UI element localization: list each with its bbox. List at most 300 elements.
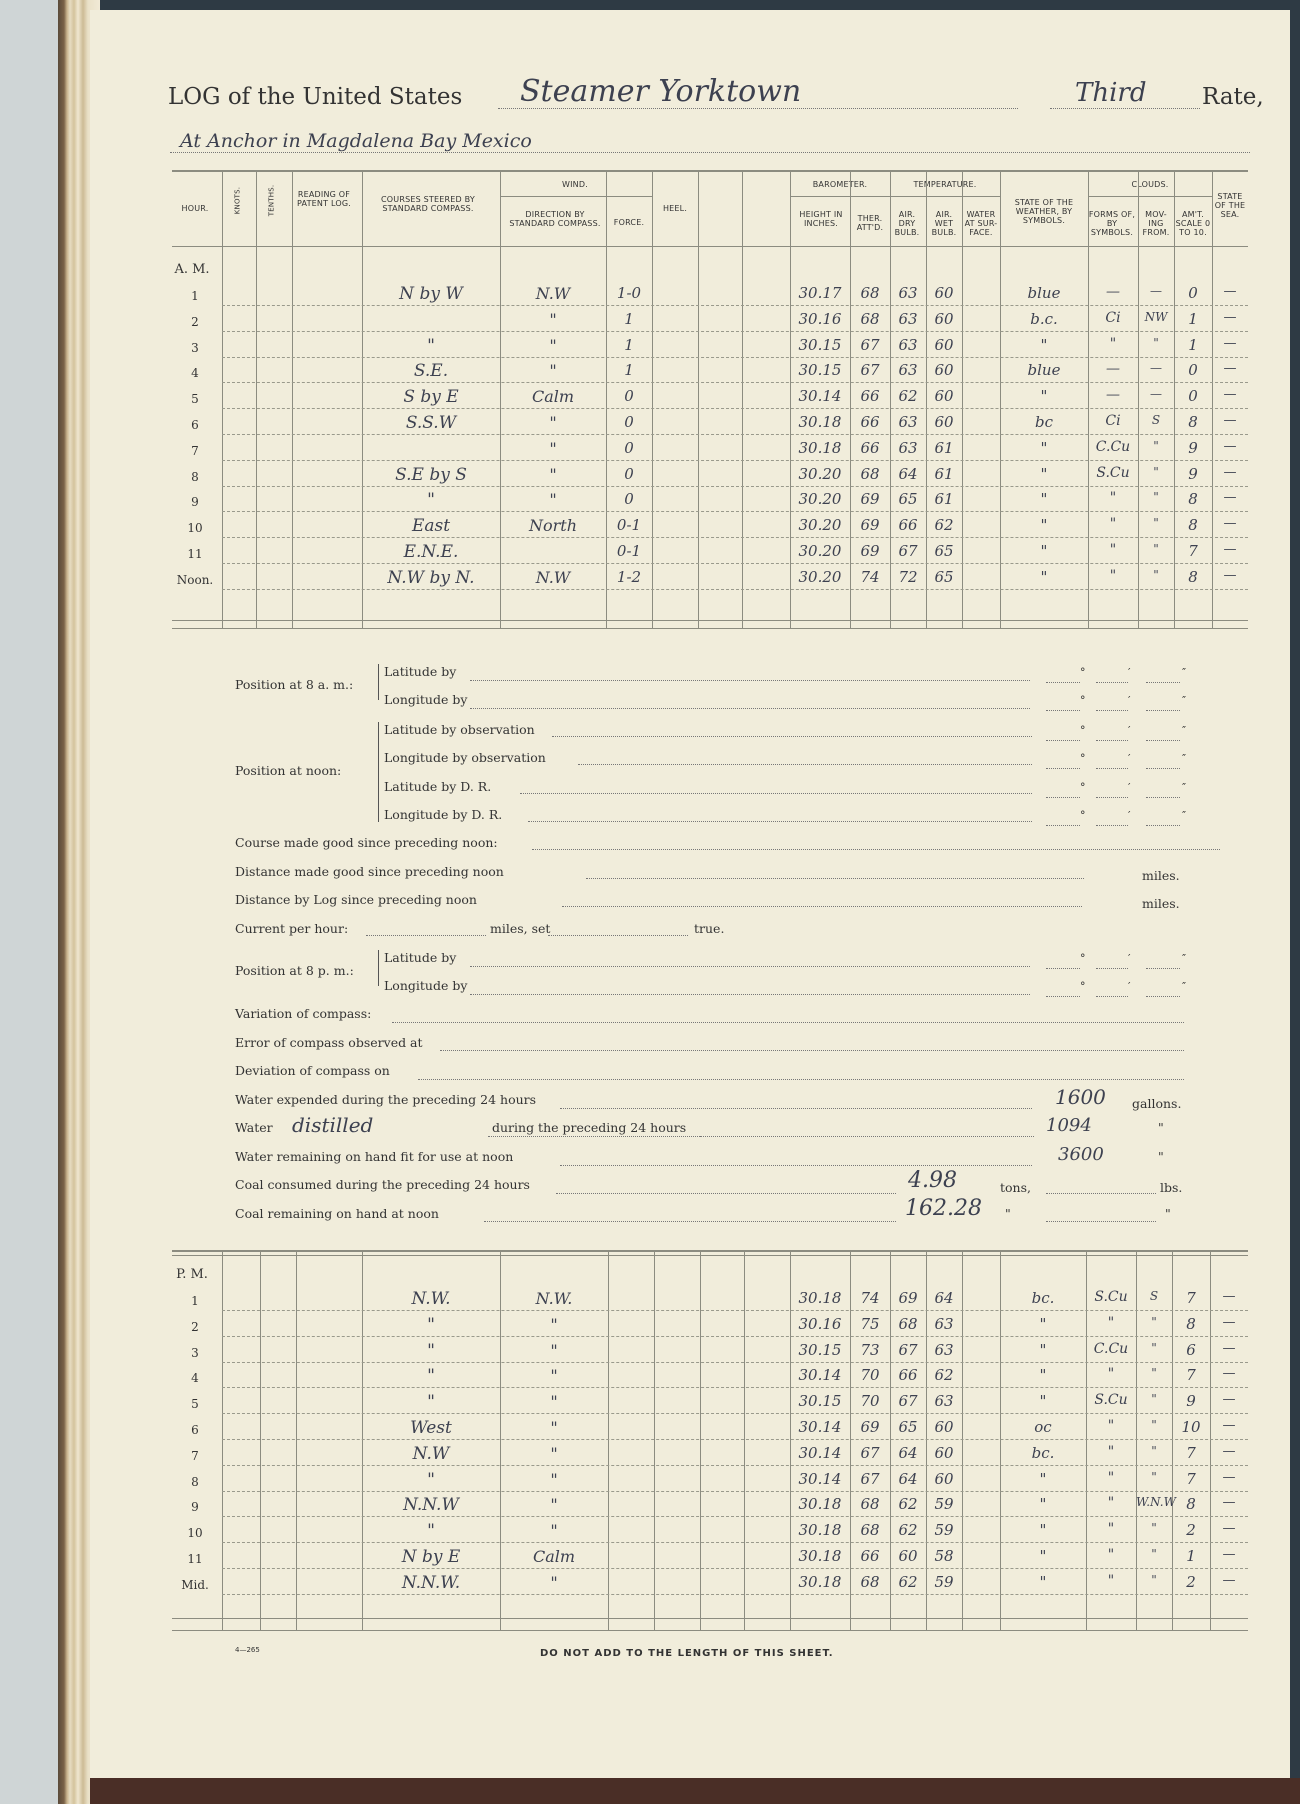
am-sea-10: —	[1223, 542, 1237, 557]
am-weather-2: "	[1040, 335, 1048, 354]
pm-row-line-3	[222, 1387, 1248, 1388]
pos-mark-sec-4: ″	[1182, 781, 1187, 794]
pm-moving-3: "	[1151, 1366, 1157, 1381]
am-forms-2: "	[1109, 335, 1117, 352]
pm-weather-7: "	[1039, 1469, 1047, 1488]
distance-made-label: Distance made good since preceding noon	[235, 864, 504, 879]
pos8am-lat-label: Latitude by	[384, 664, 457, 679]
am-hour-5: 6	[191, 418, 199, 432]
pm-height-0: 30.18	[798, 1289, 842, 1307]
pm-row-line-5	[222, 1439, 1248, 1440]
knots-header: KNOTS.	[233, 186, 242, 215]
am-dry-0: 63	[898, 284, 918, 302]
pm-forms-3: "	[1107, 1366, 1115, 1383]
am-hour-4: 5	[191, 392, 199, 407]
am-hour-8: 9	[191, 495, 199, 510]
pm-dry-7: 64	[898, 1469, 918, 1488]
am-moving-2: "	[1153, 335, 1159, 350]
brace-1	[378, 722, 379, 822]
pm-col-line-1	[260, 1250, 261, 1630]
pos-mark-sec-1: ″	[1182, 694, 1187, 707]
rate-line	[1050, 108, 1200, 109]
fill-line-15	[418, 1079, 1184, 1080]
pm-sea-4: —	[1222, 1392, 1236, 1408]
fill-line-5	[528, 821, 1032, 822]
pm-course-6: N.W	[412, 1443, 450, 1464]
am-moving-8: "	[1153, 490, 1159, 505]
am-moving-0: —	[1150, 284, 1162, 298]
tenths-header: TENTHS.	[267, 184, 276, 217]
location: At Anchor in Magdalena Bay Mexico	[180, 130, 532, 152]
pm-moving-0: S	[1149, 1289, 1159, 1303]
current-label: Current per hour:	[235, 921, 349, 936]
pm-moving-1: "	[1151, 1314, 1157, 1329]
pos8pm-lat-label: Latitude by	[384, 950, 457, 965]
pm-dry-3: 66	[898, 1366, 918, 1385]
am-forms-9: "	[1109, 516, 1117, 533]
coal-remaining-ditto2: "	[1165, 1206, 1171, 1221]
pm-course-11: N.N.W.	[401, 1572, 461, 1593]
pm-wet-0: 64	[934, 1289, 954, 1307]
am-weather-6: "	[1040, 438, 1048, 457]
am-col-line-6	[652, 170, 653, 628]
am-moving-7: "	[1153, 464, 1159, 479]
am-wet-3: 60	[934, 361, 954, 380]
am-amount-3: 0	[1188, 361, 1198, 380]
temp-water-header: WATER AT SUR-FACE.	[964, 210, 998, 237]
pos-seg-c-5	[1146, 825, 1180, 826]
am-forms-1: Ci	[1105, 309, 1121, 326]
temperature-header: TEMPERATURE.	[913, 180, 977, 189]
pm-hour-6: 7	[191, 1448, 199, 1463]
water-remaining-ditto: "	[1158, 1149, 1164, 1164]
pm-height-4: 30.15	[798, 1392, 842, 1411]
pos-seg-a-2	[1046, 740, 1080, 741]
wind-header: WIND.	[562, 180, 588, 189]
pm-moving-6: "	[1151, 1443, 1157, 1458]
pm-amount-9: 2	[1186, 1521, 1196, 1540]
pos-seg-b-6	[1096, 968, 1128, 969]
pm-weather-4: "	[1039, 1392, 1047, 1411]
pm-dir-5: "	[550, 1418, 558, 1437]
pos-seg-b-5	[1096, 825, 1128, 826]
pm-course-10: N by E	[401, 1547, 461, 1567]
fill-line-13	[392, 1022, 1184, 1023]
am-height-11: 30.20	[798, 567, 842, 586]
am-force-5: 0	[624, 413, 634, 431]
pm-forms-4: S.Cu	[1094, 1392, 1128, 1409]
pm-amount-8: 8	[1186, 1495, 1196, 1514]
am-hour-7: 8	[191, 469, 199, 484]
am-course-7: S.E by S	[395, 464, 467, 485]
am-sea-1: —	[1223, 309, 1237, 325]
pm-row-line-10	[222, 1568, 1248, 1569]
pm-ther-7: 67	[860, 1469, 880, 1488]
am-subhead-rule-2	[1088, 196, 1212, 197]
pm-hour-9: 10	[187, 1526, 203, 1541]
pm-dry-1: 68	[898, 1314, 918, 1333]
pm-ther-4: 70	[860, 1392, 880, 1411]
water-expended-value: 1600	[1055, 1085, 1106, 1109]
pm-course-1: "	[427, 1314, 435, 1335]
pm-col-line-5	[608, 1250, 609, 1630]
am-forms-10: "	[1109, 542, 1117, 558]
am-height-1: 30.16	[798, 309, 842, 328]
am-amount-10: 7	[1188, 542, 1198, 560]
pm-sea-8: —	[1222, 1495, 1236, 1511]
brace-2	[378, 950, 379, 986]
am-head-rule	[172, 246, 1248, 247]
fill-line-22	[484, 1221, 896, 1222]
pm-moving-9: "	[1151, 1521, 1157, 1536]
pm-dir-2: "	[550, 1340, 558, 1360]
deviation-label: Deviation of compass on	[235, 1063, 390, 1078]
temp-wet-header: AIR. WET BULB.	[931, 210, 957, 237]
coal-remaining-label: Coal remaining on hand at noon	[235, 1206, 439, 1221]
am-force-10: 0-1	[616, 542, 642, 560]
fill-line-9	[366, 935, 486, 936]
am-ther-6: 66	[860, 438, 880, 457]
pm-course-7: "	[427, 1469, 435, 1490]
am-dir-0: N.W	[535, 284, 571, 303]
am-dry-4: 62	[898, 387, 918, 406]
am-wet-11: 65	[934, 567, 954, 586]
pm-wet-7: 60	[934, 1469, 954, 1488]
barometer-header: BAROMETER.	[812, 180, 868, 189]
am-sea-8: —	[1223, 490, 1237, 506]
am-dir-3: "	[549, 361, 557, 381]
am-forms-0: —	[1106, 284, 1120, 300]
pm-course-3: "	[427, 1366, 435, 1387]
vessel-name: Steamer Yorktown	[520, 74, 802, 109]
pos-mark-sec-7: ″	[1182, 980, 1187, 993]
pm-forms-9: "	[1107, 1521, 1115, 1538]
am-amount-6: 9	[1188, 438, 1198, 457]
pos-mark-deg-1: °	[1080, 694, 1086, 707]
pm-col-line-6	[654, 1250, 655, 1630]
pm-hour-3: 4	[191, 1371, 199, 1386]
pm-amount-2: 6	[1186, 1340, 1196, 1359]
am-dir-1: "	[549, 309, 557, 329]
pm-ther-2: 73	[860, 1340, 880, 1359]
patent-log-header: READING OF PATENT LOG.	[297, 190, 351, 208]
am-course-0: N by W	[399, 284, 463, 304]
pm-amount-5: 10	[1181, 1418, 1201, 1436]
am-force-7: 0	[624, 464, 634, 483]
pm-weather-1: "	[1039, 1314, 1047, 1333]
coal-consumed-tons: tons,	[1000, 1180, 1031, 1195]
clouds-header: CLOUDS.	[1131, 180, 1169, 189]
pm-wet-9: 59	[934, 1521, 954, 1540]
noon-lat-obs-label: Latitude by observation	[384, 722, 535, 737]
am-dir-8: "	[549, 490, 557, 510]
am-row-line-3	[222, 382, 1248, 383]
fill-line-11	[470, 966, 1030, 967]
book-bottom-edge	[90, 1778, 1300, 1804]
pm-weather-8: "	[1039, 1495, 1047, 1514]
am-sea-9: —	[1223, 516, 1237, 532]
background-left	[0, 0, 58, 1804]
am-dry-8: 65	[898, 490, 918, 509]
pos-seg-a-1	[1046, 710, 1080, 711]
pm-moving-7: "	[1151, 1469, 1157, 1484]
pm-course-9: "	[427, 1521, 435, 1542]
am-wet-4: 60	[934, 387, 954, 406]
pm-amount-10: 1	[1186, 1547, 1196, 1565]
fill-line-20	[556, 1193, 896, 1194]
am-row-line-7	[222, 486, 1248, 487]
am-moving-3: —	[1150, 361, 1162, 376]
fill-line-21	[1046, 1193, 1156, 1194]
am-subhead-rule-1	[790, 196, 1000, 197]
fill-line-8	[562, 906, 1082, 907]
am-dir-5: "	[549, 413, 557, 432]
cloud-moving-header: MOV-ING FROM.	[1142, 210, 1170, 237]
pm-row-line-7	[222, 1491, 1248, 1492]
pos-seg-b-3	[1096, 768, 1128, 769]
pm-wet-3: 62	[934, 1366, 954, 1385]
am-ther-7: 68	[860, 464, 880, 483]
pm-course-0: N.W.	[411, 1289, 451, 1309]
pm-col-line-8	[744, 1250, 745, 1630]
pm-weather-11: "	[1039, 1572, 1047, 1591]
am-amount-11: 8	[1188, 567, 1198, 586]
am-course-8: "	[427, 490, 435, 511]
am-row-line-4	[222, 408, 1248, 409]
pos-seg-c-6	[1146, 968, 1180, 969]
pm-dir-7: "	[550, 1469, 558, 1489]
pm-row-line-4	[222, 1413, 1248, 1414]
pm-row-line-6	[222, 1465, 1248, 1466]
am-force-3: 1	[624, 361, 634, 380]
fill-line-12	[470, 994, 1030, 995]
pm-hour-0: 1	[191, 1294, 199, 1308]
pm-moving-2: "	[1151, 1340, 1157, 1355]
am-force-11: 1-2	[616, 567, 642, 586]
pm-hour-4: 5	[191, 1397, 199, 1412]
pm-height-10: 30.18	[798, 1547, 842, 1565]
am-amount-0: 0	[1188, 284, 1198, 302]
pm-ther-9: 68	[860, 1521, 880, 1540]
am-ther-9: 69	[860, 516, 880, 535]
am-ther-11: 74	[860, 567, 880, 586]
pos-seg-a-3	[1046, 768, 1080, 769]
am-ther-2: 67	[860, 335, 880, 354]
am-wet-0: 60	[934, 284, 954, 302]
pm-dir-1: "	[550, 1314, 558, 1334]
am-dry-3: 63	[898, 361, 918, 380]
pm-course-8: N.N.W	[403, 1495, 459, 1516]
pos-seg-b-2	[1096, 740, 1128, 741]
am-moving-10: "	[1153, 542, 1159, 556]
pm-label: P. M.	[176, 1267, 208, 1282]
pm-hour-10: 11	[187, 1552, 203, 1566]
position-noon-label: Position at noon:	[235, 763, 342, 778]
pm-amount-3: 7	[1186, 1366, 1196, 1385]
am-row-line-0	[222, 305, 1248, 306]
pm-wet-10: 58	[934, 1547, 954, 1565]
pos-mark-deg-5: °	[1080, 809, 1086, 822]
am-col-line-8	[742, 170, 743, 628]
pos-mark-deg-6: °	[1080, 952, 1086, 965]
fill-line-7	[586, 878, 1084, 879]
am-dry-10: 67	[898, 542, 918, 560]
pm-forms-6: "	[1107, 1443, 1115, 1460]
pm-sea-5: —	[1222, 1418, 1236, 1433]
am-ther-4: 66	[860, 387, 880, 406]
pm-hour-8: 9	[191, 1500, 199, 1515]
am-height-4: 30.14	[798, 387, 842, 406]
am-dry-5: 63	[898, 413, 918, 431]
pm-col-line-7	[700, 1250, 701, 1630]
am-moving-5: S	[1151, 413, 1161, 427]
am-forms-8: "	[1109, 490, 1117, 507]
pm-height-8: 30.18	[798, 1495, 842, 1514]
am-subhead-rule-0	[500, 196, 652, 197]
pm-row-line-0	[222, 1310, 1248, 1311]
coal-consumed-lbs: lbs.	[1160, 1180, 1183, 1195]
am-col-line-7	[698, 170, 699, 628]
am-row-line-5	[222, 434, 1248, 435]
am-height-5: 30.18	[798, 413, 842, 431]
am-forms-5: Ci	[1105, 413, 1121, 429]
pm-forms-7: "	[1107, 1469, 1115, 1486]
am-height-10: 30.20	[798, 542, 842, 560]
am-amount-2: 1	[1188, 335, 1198, 354]
water-distilled-word: distilled	[292, 1113, 374, 1137]
pm-row-line-9	[222, 1542, 1248, 1543]
sea-header: STATE OF THE SEA.	[1214, 192, 1246, 219]
pos-mark-sec-2: ″	[1182, 724, 1187, 737]
current-miles-set: miles, set	[490, 921, 551, 936]
noon-long-dr-label: Longitude by D. R.	[384, 807, 503, 822]
am-weather-3: blue	[1027, 361, 1061, 380]
pm-height-3: 30.14	[798, 1366, 842, 1385]
am-row-line-8	[222, 511, 1248, 512]
am-hour-10: 11	[187, 547, 203, 561]
am-dir-6: "	[549, 438, 557, 458]
am-height-8: 30.20	[798, 490, 842, 509]
pm-forms-8: "	[1107, 1495, 1115, 1512]
am-dry-11: 72	[898, 567, 918, 586]
am-forms-6: C.Cu	[1095, 438, 1131, 455]
pos-mark-sec-6: ″	[1182, 952, 1187, 965]
course-made-label: Course made good since preceding noon:	[235, 835, 498, 850]
am-moving-6: "	[1153, 438, 1159, 453]
pm-wet-4: 63	[934, 1392, 954, 1411]
am-sea-5: —	[1223, 413, 1237, 428]
am-hour-0: 1	[191, 289, 199, 303]
am-moving-1: NW	[1144, 309, 1168, 324]
fill-line-18	[700, 1136, 1034, 1137]
am-ther-1: 68	[860, 309, 880, 328]
water-expended-gallons: gallons.	[1132, 1096, 1182, 1111]
pm-height-11: 30.18	[798, 1572, 842, 1591]
am-course-2: "	[427, 335, 435, 356]
pm-dry-2: 67	[898, 1340, 918, 1359]
fill-line-14	[440, 1050, 1184, 1051]
pm-dry-5: 65	[898, 1418, 918, 1436]
distance-log-label: Distance by Log since preceding noon	[235, 892, 477, 907]
am-ther-0: 68	[860, 284, 880, 302]
pos-seg-c-0	[1146, 682, 1180, 683]
am-hour-3: 4	[191, 366, 199, 381]
pm-height-1: 30.16	[798, 1314, 842, 1333]
fill-line-19	[560, 1165, 1032, 1166]
pos-seg-c-7	[1146, 996, 1180, 997]
pm-sea-9: —	[1222, 1521, 1236, 1537]
pos-mark-min-3: ′	[1128, 752, 1131, 765]
pos-mark-min-2: ′	[1128, 724, 1131, 737]
fill-line-16	[560, 1108, 1032, 1109]
pm-amount-1: 8	[1186, 1314, 1196, 1333]
pos-mark-sec-5: ″	[1182, 809, 1187, 822]
am-force-8: 0	[624, 490, 634, 509]
am-sea-7: —	[1223, 464, 1237, 480]
pm-sea-10: —	[1222, 1547, 1236, 1562]
pm-weather-10: "	[1039, 1547, 1047, 1565]
pos-mark-min-0: ′	[1128, 666, 1131, 679]
pos-seg-b-4	[1096, 797, 1128, 798]
pos-seg-b-0	[1096, 682, 1128, 683]
weather-header: STATE OF THE WEATHER, BY SYMBOLS.	[1014, 198, 1074, 225]
pm-sea-11: —	[1222, 1572, 1236, 1588]
length-notice: DO NOT ADD TO THE LENGTH OF THIS SHEET.	[540, 1648, 834, 1659]
pos-mark-deg-3: °	[1080, 752, 1086, 765]
pm-dir-3: "	[550, 1366, 558, 1386]
pm-wet-11: 59	[934, 1572, 954, 1591]
pm-dir-9: "	[550, 1521, 558, 1541]
am-weather-1: b.c.	[1030, 309, 1058, 328]
am-ther-3: 67	[860, 361, 880, 380]
pos8pm-long-label: Longitude by	[384, 978, 468, 993]
am-force-4: 0	[624, 387, 634, 406]
pm-moving-11: "	[1151, 1572, 1157, 1587]
pm-amount-0: 7	[1186, 1289, 1196, 1307]
pm-ther-5: 69	[860, 1418, 880, 1436]
pos-mark-min-7: ′	[1128, 980, 1131, 993]
bar-height-header: HEIGHT IN INCHES.	[799, 210, 843, 228]
pos-mark-min-4: ′	[1128, 781, 1131, 794]
pm-weather-3: "	[1039, 1366, 1047, 1385]
position-8pm-label: Position at 8 p. m.:	[235, 963, 354, 978]
pm-hour-2: 3	[191, 1345, 199, 1360]
am-weather-0: blue	[1027, 284, 1061, 302]
pm-forms-2: C.Cu	[1093, 1340, 1129, 1357]
log-title-prefix: LOG of the United States	[168, 84, 463, 110]
am-height-0: 30.17	[798, 284, 842, 302]
pm-forms-1: "	[1107, 1314, 1115, 1331]
fill-line-3	[578, 764, 1032, 765]
am-label: A. M.	[174, 262, 210, 277]
am-wet-1: 60	[934, 309, 954, 328]
temp-dry-header: AIR. DRY BULB.	[894, 210, 920, 237]
am-row-line-6	[222, 460, 1248, 461]
pm-wet-8: 59	[934, 1495, 954, 1514]
am-top-rule	[172, 170, 1248, 172]
pm-height-2: 30.15	[798, 1340, 842, 1359]
pm-moving-4: "	[1151, 1392, 1157, 1407]
am-row-line-11	[222, 589, 1248, 590]
pm-hour-5: 6	[191, 1423, 199, 1437]
coal-consumed-value: 4.98	[908, 1168, 957, 1193]
pm-dir-11: "	[550, 1572, 558, 1592]
pm-forms-11: "	[1107, 1572, 1115, 1589]
pm-dir-10: Calm	[532, 1547, 576, 1566]
pm-col-line-13	[962, 1250, 963, 1630]
am-wet-6: 61	[934, 438, 954, 457]
location-line	[170, 152, 1250, 153]
